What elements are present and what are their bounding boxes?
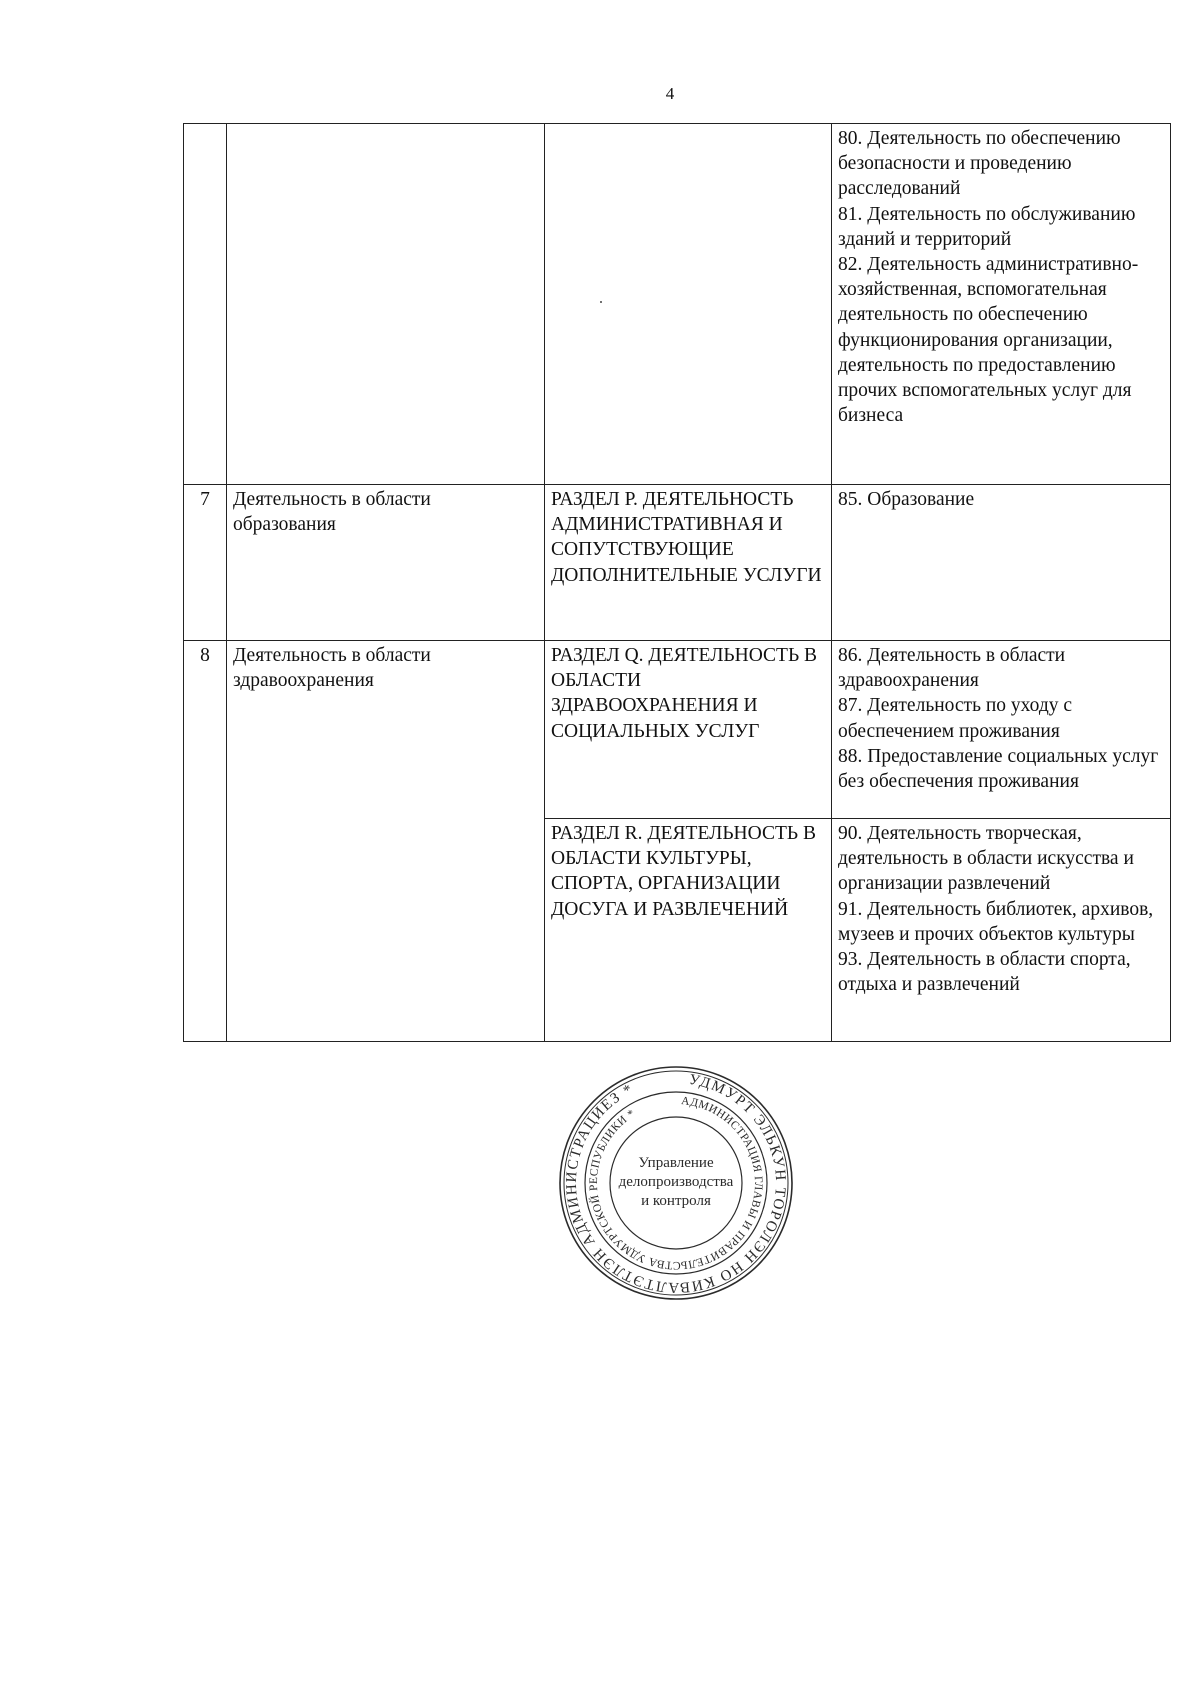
activity-cell: Деятельность в области образования <box>227 485 545 641</box>
code-item: 88. Предоставление социальных услуг без обеспечения проживания <box>838 745 1159 793</box>
code-item: 81. Деятельность по обслуживанию зданий и территорий <box>838 203 1136 250</box>
stamp-center-line: делопроизводства <box>618 1174 734 1190</box>
section-cell: РАЗДЕЛ Р. ДЕЯТЕЛЬНОСТЬ АДМИНИСТРАТИВНАЯ И СОПУТСТВУЮЩИЕ ДОПОЛНИТЕЛЬНЫЕ УСЛУГИ <box>545 485 832 641</box>
stamp-center-line: и контроля <box>641 1193 711 1209</box>
activity-cell: Деятельность в области здравоохранения <box>227 641 545 1042</box>
codes-cell <box>832 485 1171 641</box>
codes-cell <box>832 124 1171 485</box>
codes-cell <box>832 641 1171 819</box>
stamp-center-line: Управление <box>638 1155 714 1171</box>
page-number: 4 <box>665 84 675 103</box>
code-item: 80. Деятельность по обеспечению безопасности и проведению расследований <box>838 128 1121 200</box>
row-number: 7 <box>184 485 227 641</box>
table-row <box>184 485 1171 641</box>
activity-table <box>183 123 1171 1042</box>
codes-cell <box>832 819 1171 1042</box>
code-item: 86. Деятельность в области здравоохранения <box>838 645 1066 692</box>
table-row <box>184 124 1171 485</box>
code-item: 87. Деятельность по уходу с обеспечением проживания <box>838 695 1073 742</box>
stamp-outer-text: УДМУРТ ЭЛЬКУН ТОРОЛЭН НО КИВАЛТЭТЛЭН АДМИНИСТРАЦИЕЗ * <box>563 1071 789 1296</box>
code-item: 82. Деятельность административно-хозяйственная, вспомогательная деятельность по обеспечению функционирования организации, деятельность по предоставлению прочих вспомогательных услуг для бизнеса <box>838 254 1139 427</box>
code-item: 90. Деятельность творческая, деятельность в области искусства и организации развлечений <box>838 823 1134 895</box>
stamp-inner-text: АДМИНИСТРАЦИЯ ГЛАВЫ И ПРАВИТЕЛЬСТВА УДМУРТСКОЙ РЕСПУБЛИКИ * <box>587 1095 765 1272</box>
section-cell <box>545 124 832 485</box>
section-cell: РАЗДЕЛ R. ДЕЯТЕЛЬНОСТЬ В ОБЛАСТИ КУЛЬТУРЫ, СПОРТА, ОРГАНИЗАЦИИ ДОСУГА И РАЗВЛЕЧЕНИЙ <box>545 819 832 1042</box>
section-cell: РАЗДЕЛ Q. ДЕЯТЕЛЬНОСТЬ В ОБЛАСТИ ЗДРАВООХРАНЕНИЯ И СОЦИАЛЬНЫХ УСЛУГ <box>545 641 832 819</box>
row-number <box>184 124 227 485</box>
row-number: 8 <box>184 641 227 1042</box>
official-stamp <box>556 1063 796 1303</box>
code-item: 85. Образование <box>838 489 975 510</box>
code-item: 91. Деятельность библиотек, архивов, музеев и прочих объектов культуры <box>838 898 1154 945</box>
activity-cell <box>227 124 545 485</box>
code-item: 93. Деятельность в области спорта, отдыха и развлечений <box>838 949 1131 996</box>
table-row <box>184 641 1171 819</box>
